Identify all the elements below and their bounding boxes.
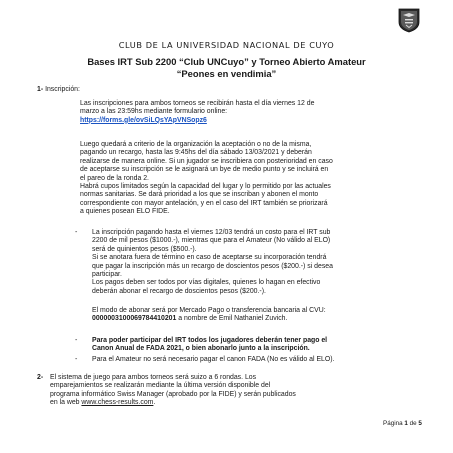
section-1-heading	[37, 86, 80, 94]
club-shield-logo	[398, 8, 420, 33]
bullet-dash: -	[75, 356, 78, 363]
paragraph-line: marzo a las 23:59hs mediante formulario online:	[80, 108, 228, 116]
document-title	[0, 56, 453, 80]
paragraph-line: programa informático Swiss Manager (aprobado por la FIDE) y serán publicados	[50, 390, 296, 398]
section-2-number: 2-	[37, 374, 44, 381]
current-page: 1	[404, 420, 408, 427]
paragraph-line: pagando un recargo, hasta las 9:45hs del día sábado 13/03/2021 y deberán	[80, 149, 312, 157]
paragraph-line: Habrá cupos limitados según la capacidad del lugar y lo permitido por las actuales	[80, 183, 331, 191]
section-1-title: Inscripción:	[45, 86, 80, 93]
club-header-title: CLUB DE LA UNIVERSIDAD NACIONAL DE CUYO	[118, 40, 335, 50]
payment-method-line: El modo de abonar será por Mercado Pago o transferencia bancaria al CVU:	[92, 307, 326, 314]
page-label: Página	[383, 420, 403, 427]
bullet-line: Los pagos deben ser todos por vías digitales, quienes lo hagan en efectivo	[92, 279, 321, 287]
web-prefix: en la web	[50, 399, 82, 407]
document-title-line-2: “Peones en vendimia”	[176, 68, 277, 79]
paragraph-line: realizarse de manera online. Si un jugador se inscribiera con posterioridad en caso	[80, 157, 333, 165]
paragraph-line: a quienes posean ELO FIDE.	[80, 208, 170, 216]
paragraph-line: El sistema de juego para ambos torneos será suizo a 6 rondas. Los	[50, 374, 257, 381]
cvu-number: 0000003100069784410201	[92, 315, 177, 323]
bullet-line: La inscripción pagando hasta el viernes 12/03 tendrá un costo para el IRT sub	[92, 229, 331, 236]
document-title-line-1: Bases IRT Sub 2200 “Club UNCuyo” y Torneo Abierto Amateur	[87, 56, 366, 67]
paragraph-line: el pareo de la ronda 2.	[80, 174, 149, 182]
cvu-holder: a nombre de Emil Nathaniel Zuvich.	[176, 315, 288, 323]
bullet-dash: -	[75, 337, 78, 344]
bullet-dash: -	[75, 229, 78, 236]
bullet-line: será de quinientos pesos ($500.-).	[92, 245, 197, 253]
bullet-line: Canon Anual de FADA 2021, o bien abonarlo junto a la inscripción.	[92, 345, 310, 353]
paragraph-line: emparejamientos se realizarán mediante la última versión disponible del	[50, 382, 271, 390]
section-1-bullet-3	[92, 356, 334, 364]
paragraph-line: de aceptarse su inscripción se le asignará un bye de medio punto y se incluirá en	[80, 166, 329, 174]
bullet-line: deberán abonar el recargo de doscientos pesos ($200.-).	[92, 287, 266, 295]
section-2-paragraph	[50, 374, 296, 408]
paragraph-line: Luego quedará a criterio de la organización la aceptación o no de la misma,	[80, 141, 312, 148]
bullet-line: que pagar la inscripción más un recargo de doscientos pesos ($200.-) si desea	[92, 262, 333, 270]
payment-info	[92, 307, 326, 324]
paragraph-line: normas sanitarias. Se dará prioridad a los que se inscriban y abonen el monto	[80, 191, 319, 199]
total-pages: 5	[418, 420, 422, 427]
registration-form-link[interactable]: https://forms.gle/ovSiLQsYApVNSopz6	[80, 116, 207, 124]
section-1-number: 1-	[37, 86, 44, 93]
page-number	[383, 420, 422, 427]
payment-cvu-line	[92, 315, 326, 323]
web-suffix: .	[153, 399, 156, 407]
page-of: de	[409, 420, 417, 427]
bullet-line: 2200 de mil pesos ($1000.-), mientras que para el Amateur (No válido al ELO)	[92, 237, 331, 245]
paragraph-line	[50, 399, 296, 407]
bullet-line: Si se anotara fuera de término en caso de aceptarse su incorporación tendrá	[92, 254, 327, 262]
bullet-line: participar.	[92, 271, 122, 279]
paragraph-line: correspondiente con mayor antelación, y en el caso del IRT también se priorizará	[80, 199, 328, 207]
section-1-paragraph-2	[80, 141, 333, 217]
bullet-line: Para poder participar del IRT todos los jugadores deberán tener pago el	[92, 337, 328, 344]
chess-results-link[interactable]: www.chess-results.com	[81, 399, 154, 407]
section-1-bullet-1	[92, 229, 333, 296]
section-1-paragraph-1	[80, 100, 314, 125]
section-1-bullet-2	[92, 337, 327, 354]
paragraph-line: Las inscripciones para ambos torneos se recibirán hasta el día viernes 12 de	[80, 100, 315, 107]
bullet-line: Para el Amateur no será necesario pagar el canon FADA (No es válido al ELO).	[92, 356, 335, 363]
